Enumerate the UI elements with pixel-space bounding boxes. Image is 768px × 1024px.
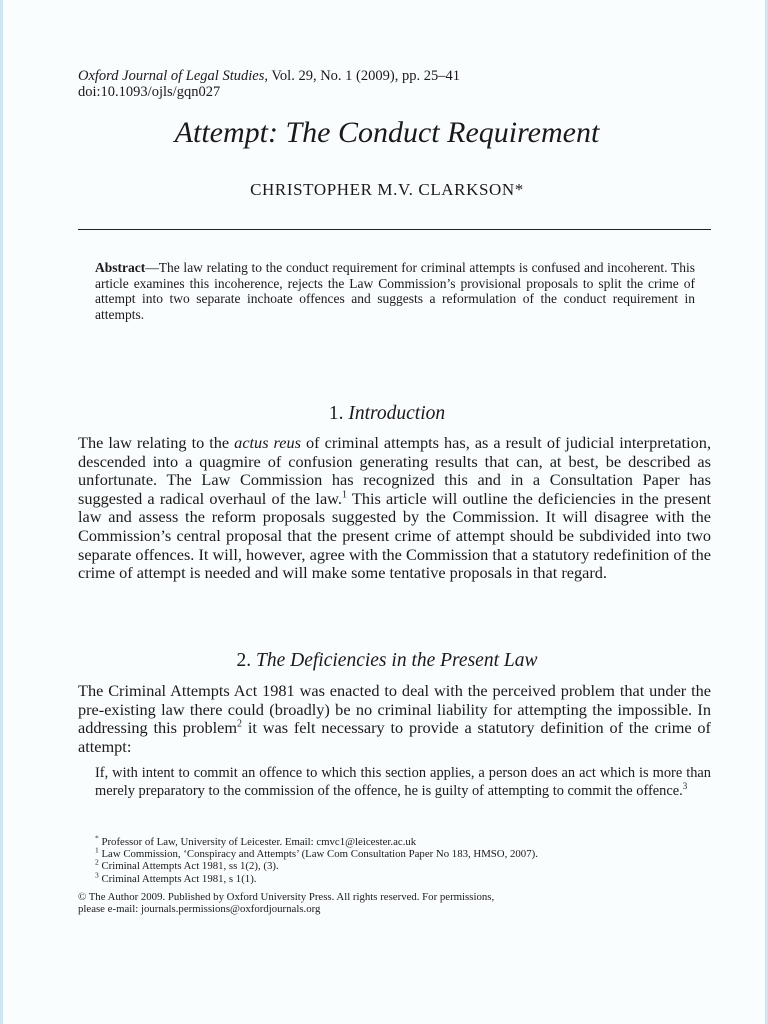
section-2-title: The Deficiencies in the Present Law <box>256 650 538 671</box>
section-1-paragraph <box>78 434 711 583</box>
section-1-title: Introduction <box>348 403 446 424</box>
paragraph-text: The Criminal Attempts Act 1981 was enacted to deal with the perceived problem that under the pre-existing law there could (broadly) be no criminal liability for attempting the impossible. In addressing this problem <box>78 681 711 738</box>
copyright-notice <box>78 891 711 916</box>
statute-quote <box>95 765 711 800</box>
footnote-text: Criminal Attempts Act 1981, ss 1(2), (3). <box>98 860 279 873</box>
footnote <box>95 870 711 885</box>
copyright-email-line: please e-mail: journals.permissions@oxfordjournals.org <box>78 903 321 916</box>
section-1-number: 1. <box>328 403 344 424</box>
article-author: CHRISTOPHER M.V. CLARKSON* <box>250 180 524 199</box>
footnote-mark: * <box>95 833 99 843</box>
paragraph-text: The law relating to the <box>78 433 235 452</box>
article-title: Attempt: The Conduct Requirement <box>174 116 600 149</box>
abstract-text: —The law relating to the conduct requirement for criminal attempts is confused and incoherent. This article examines this incoherence, rejects the Law Commission’s provisional proposals to split the crime of attempt into two separate inchoate offences and suggests a reformulation of the conduct requirement in attempts. <box>95 260 695 322</box>
footnote-ref-3[interactable]: 3 <box>682 780 688 791</box>
paragraph-text: of criminal attempts has, as a result of judicial interpretation, descended into a quagmire of confusion generating results that can, at best, be described as unfortunate. The Law Commission has recognized this and in a Consultation Paper has suggested a radical overhaul of the law. <box>78 433 712 508</box>
section-2-heading <box>3 650 768 672</box>
section-2-number: 2. <box>236 650 252 671</box>
footnotes <box>95 833 711 885</box>
journal-citation <box>78 68 460 100</box>
footnote-ref-1[interactable]: 1 <box>341 489 347 501</box>
paragraph-italic-term: actus reus <box>234 433 301 452</box>
abstract <box>95 260 695 322</box>
footnote-text: Law Commission, ‘Conspiracy and Attempts’ (Law Com Consultation Paper No 183, HMSO, 2007). <box>98 848 538 861</box>
footnote <box>95 833 711 848</box>
doi: doi:10.1093/ojls/gqn027 <box>78 84 221 100</box>
footnote-ref-2[interactable]: 2 <box>237 718 243 730</box>
footnote-mark: 2 <box>95 857 99 867</box>
journal-details: , Vol. 29, No. 1 (2009), pp. 25–41 <box>264 68 460 84</box>
journal-line <box>78 68 460 84</box>
abstract-label: Abstract <box>95 260 146 275</box>
footnote-mark: 1 <box>95 845 99 855</box>
footnote <box>95 845 711 861</box>
copyright-line: © The Author 2009. Published by Oxford University Press. All rights reserved. For permissions, <box>78 891 495 903</box>
footnote-mark: 3 <box>95 870 99 880</box>
footnote-text: Professor of Law, University of Leicester. Email: cmvc1@leicester.ac.uk <box>98 836 417 848</box>
paragraph-text: it was felt necessary to provide a statutory definition of the crime of attempt: <box>78 718 711 756</box>
footnote-text: Criminal Attempts Act 1981, s 1(1). <box>98 872 257 885</box>
header-divider <box>78 229 711 230</box>
section-2-paragraph <box>78 682 711 756</box>
section-1-heading <box>3 403 768 425</box>
journal-name: Oxford Journal of Legal Studies <box>78 68 265 84</box>
paragraph-text: This article will outline the deficiencies in the present law and assess the reform proposals suggested by the Commission. It will disagree with the Commission’s central proposal that the present crime of attempt should be subdivided into two separate offences. It will, however, agree with the Commission that a statutory redefinition of the crime of attempt is needed and will make some tentative proposals in that regard. <box>78 488 711 583</box>
footnote <box>95 857 711 873</box>
quote-text: If, with intent to commit an offence to which this section applies, a person does an act which is more than merely preparatory to the commission of the offence, he is guilty of attempting to commit the offence. <box>95 765 711 799</box>
